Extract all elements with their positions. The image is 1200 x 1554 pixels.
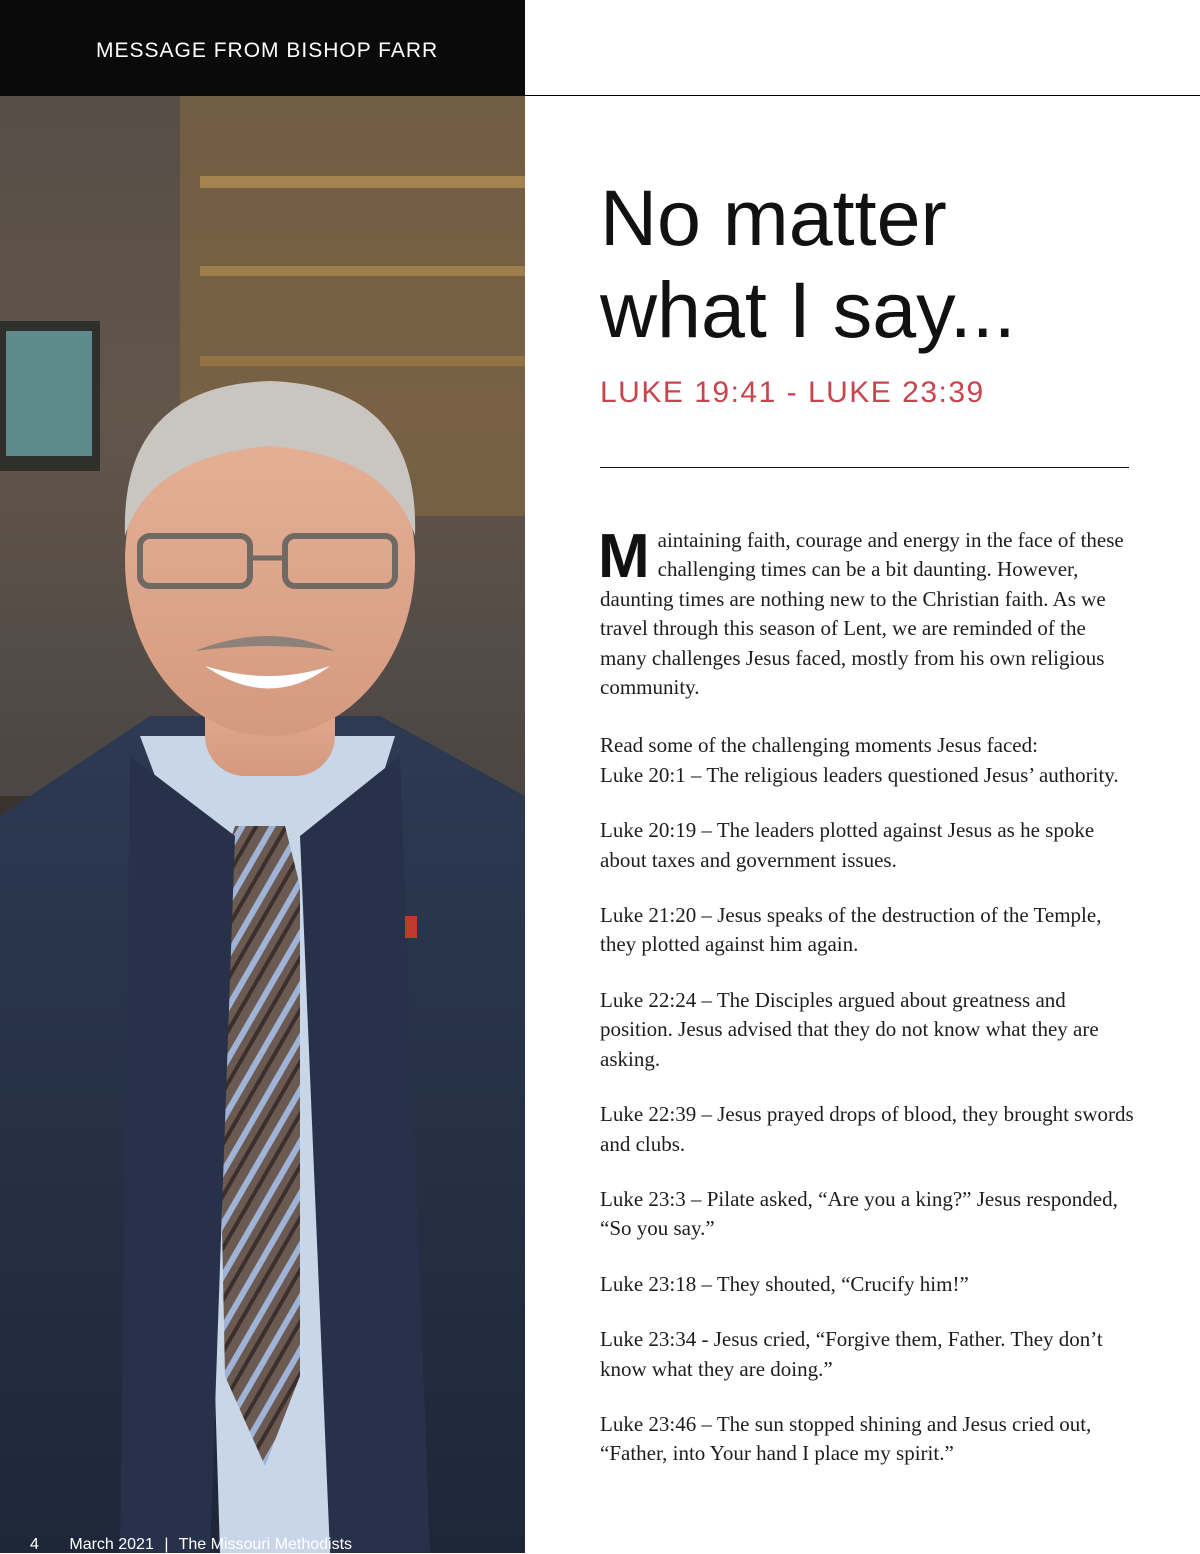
intro-paragraph: [598, 522, 1135, 702]
article-title: [600, 172, 1160, 356]
lead-in: Read some of the challenging moments Jesus faced:: [600, 733, 1038, 758]
passage-item: Luke 20:19 – The leaders plotted against Jesus as he spoke about taxes and government issues.: [600, 818, 1095, 872]
passage-item: Luke 21:20 – Jesus speaks of the destruction of the Temple, they plotted against him again.: [600, 903, 1102, 957]
title-line-2: what I say...: [600, 265, 1016, 354]
passage-item: Luke 22:39 – Jesus prayed drops of blood, they brought swords and clubs.: [600, 1102, 1134, 1156]
title-line-1: No matter: [600, 173, 947, 262]
passage-item: Luke 22:24 – The Disciples argued about greatness and position. Jesus advised that they do not know what they are asking.: [600, 987, 1099, 1071]
issue-date: March 2021: [69, 1536, 154, 1553]
intro-text: aintaining faith, courage and energy in the face of these challenging times can be a bit daunting. However, daunting times are nothing new to the Christian faith. As we travel through this season of Lent, we are reminded of the many challenges Jesus faced, mostly from his own religious community.: [600, 528, 1124, 700]
passage-item: Luke 23:46 – The sun stopped shining and Jesus cried out, “Father, into Your hand I place my spirit.”: [600, 1411, 1092, 1466]
bishop-portrait-photo: [0, 96, 525, 1553]
scripture-reference: LUKE 19:41 - LUKE 23:39: [600, 376, 985, 409]
page-number: 4: [30, 1536, 39, 1553]
passage-item: Luke 23:18 – They shouted, “Crucify him!”: [600, 1271, 969, 1296]
page-footer: [30, 1536, 352, 1554]
section-header: [0, 0, 525, 96]
publication-name: The Missouri Methodists: [178, 1536, 353, 1553]
title-divider: [600, 467, 1129, 468]
passage-item: Luke 20:1 – The religious leaders questioned Jesus’ authority.: [600, 762, 1119, 787]
footer-separator: |: [164, 1536, 169, 1553]
passage-item: Luke 23:3 – Pilate asked, “Are you a king?” Jesus responded, “So you say.”: [600, 1186, 1118, 1241]
passage-item: Luke 23:34 - Jesus cried, “Forgive them, Father. They don’t know what they are doing.”: [600, 1327, 1103, 1381]
drop-cap: M: [598, 522, 650, 591]
header-divider: [525, 95, 1200, 96]
section-label: MESSAGE FROM BISHOP FARR: [96, 39, 439, 62]
article-body: [598, 522, 1135, 1495]
